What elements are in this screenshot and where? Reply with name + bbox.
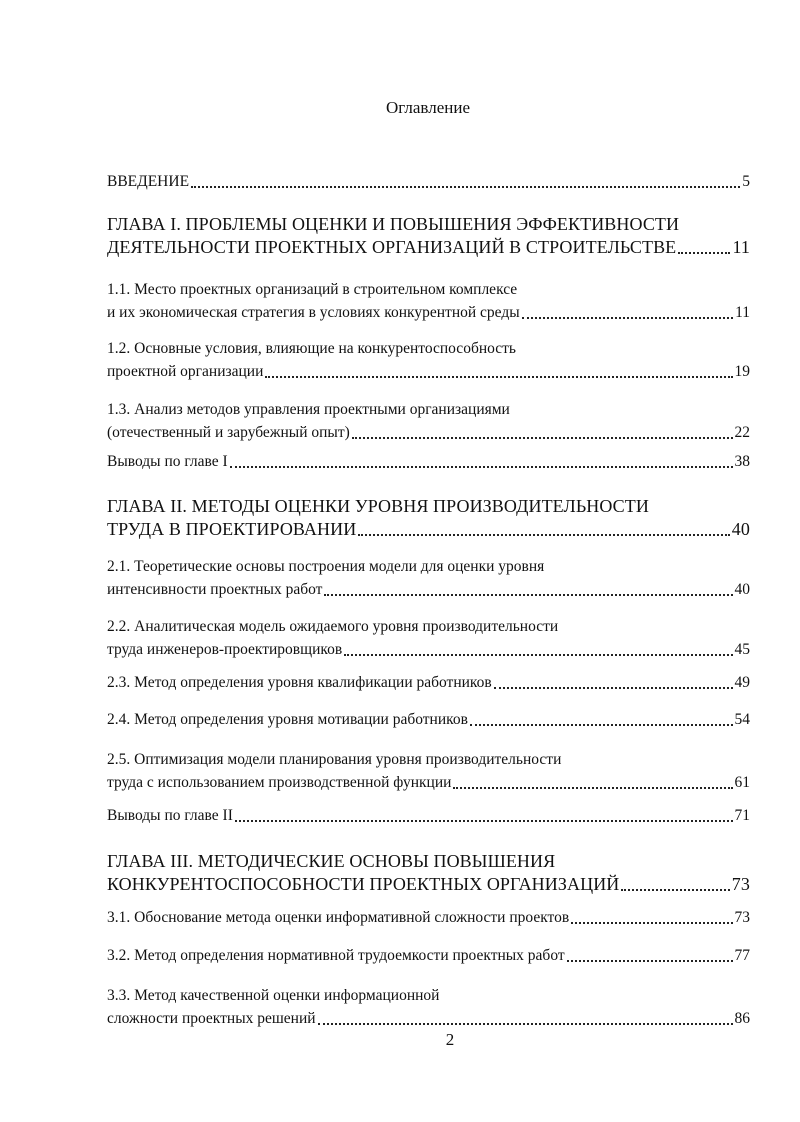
dot-leader [567,960,733,962]
toc-page-number: 73 [734,909,750,926]
toc-chapter-entry[interactable] [107,495,750,541]
toc-entry-leader-line [107,1007,750,1030]
dot-leader [235,820,733,822]
toc-entry[interactable] [107,398,750,444]
toc-page-number: 38 [734,453,750,470]
toc-page-number: 61 [734,774,750,791]
toc-entry[interactable] [107,708,750,731]
toc-entry-text: ВВЕДЕНИЕ [107,173,190,190]
toc-entry[interactable] [107,906,750,929]
dot-leader [344,654,732,656]
toc-entry[interactable] [107,170,750,193]
toc-page-number: 77 [734,947,750,964]
toc-entry[interactable] [107,278,750,324]
dot-leader [352,437,733,439]
toc-entry-leader-line [107,906,750,929]
toc-page-number: 22 [734,424,750,441]
toc-chapter-entry[interactable] [107,850,750,896]
toc-entry-text: и их экономическая стратегия в условиях конкурентной среды [107,304,520,321]
dot-leader [358,534,730,536]
toc-page-number: 19 [734,363,750,380]
toc-entry[interactable] [107,944,750,967]
toc-entry-leader-line [107,301,750,324]
toc-page-number: 49 [734,674,750,691]
toc-entry-text: КОНКУРЕНТОСПОСОБНОСТИ ПРОЕКТНЫХ ОРГАНИЗАЦИЙ [107,874,620,894]
toc-page-number: 71 [734,807,750,824]
toc-entry-line: ГЛАВА I. ПРОБЛЕМЫ ОЦЕНКИ И ПОВЫШЕНИЯ ЭФФЕКТИВНОСТИ [107,214,680,234]
toc-entry-text: 2.4. Метод определения уровня мотивации работников [107,711,468,728]
toc-page-number: 45 [734,641,750,658]
toc-page-number: 5 [742,173,750,190]
dot-leader [678,252,730,254]
dot-leader [191,186,740,188]
toc-entry-leader-line [107,638,750,661]
dot-leader [494,687,733,689]
page-title: Оглавление [386,98,470,117]
dot-leader [230,466,733,468]
toc-entry-leader-line [107,708,750,731]
toc-entry-text: 2.3. Метод определения уровня квалификации работников [107,674,492,691]
toc-entry-line: 1.2. Основные условия, влияющие на конкурентоспособность [107,340,516,357]
toc-entry-leader-line [107,771,750,794]
toc-entry[interactable] [107,671,750,694]
toc-entry-text: Выводы по главе II [107,807,233,824]
dot-leader [621,889,729,891]
toc-page-number: 73 [731,874,750,894]
toc-entry-line: 2.1. Теоретические основы построения модели для оценки уровня [107,558,545,575]
toc-entry-line: 2.5. Оптимизация модели планирования уровня производительности [107,751,562,768]
toc-entry-text: ТРУДА В ПРОЕКТИРОВАНИИ [107,519,357,539]
toc-page-number: 40 [734,581,750,598]
toc-entry-leader-line [107,671,750,694]
toc-entry-line: 2.2. Аналитическая модель ожидаемого уровня производительности [107,618,559,635]
toc-entry-text: ДЕЯТЕЛЬНОСТИ ПРОЕКТНЫХ ОРГАНИЗАЦИЙ В СТРОИТЕЛЬСТВЕ [107,237,677,257]
toc-entry[interactable] [107,450,750,473]
toc-entry-leader-line [107,873,750,896]
toc-entry-line: 3.3. Метод качественной оценки информационной [107,987,440,1004]
toc-entry-leader-line [107,450,750,473]
toc-entry[interactable] [107,804,750,827]
toc-page-number: 86 [734,1010,750,1027]
toc-entry-text: труда с использованием производственной функции [107,774,452,791]
toc-entry-text: сложности проектных решений [107,1010,316,1027]
dot-leader [324,594,732,596]
toc-entry-text: проектной организации [107,363,264,380]
toc-entry-leader-line [107,944,750,967]
toc-entry-text: труда инженеров-проектировщиков [107,641,343,658]
toc-entry[interactable] [107,615,750,661]
toc-chapter-entry[interactable] [107,213,750,259]
toc-page-number: 11 [732,237,750,257]
toc-entry-leader-line [107,360,750,383]
toc-entry[interactable] [107,555,750,601]
toc-entry-line: ГЛАВА II. МЕТОДЫ ОЦЕНКИ УРОВНЯ ПРОИЗВОДИТЕЛЬНОСТИ [107,496,649,516]
toc-entry-leader-line [107,421,750,444]
toc-entry-leader-line [107,170,750,193]
page-number: 2 [445,1030,455,1049]
toc-entry-text: Выводы по главе I [107,453,228,470]
toc-page-number: 40 [731,519,750,539]
dot-leader [470,724,733,726]
toc-entry-leader-line [107,578,750,601]
toc-entry[interactable] [107,748,750,794]
toc-entry-text: интенсивности проектных работ [107,581,323,598]
toc-page-number: 54 [734,711,750,728]
dot-leader [453,787,732,789]
dot-leader [522,317,733,319]
dot-leader [571,922,732,924]
toc-entry-line: 1.1. Место проектных организаций в строительном комплексе [107,281,518,298]
toc-entry-leader-line [107,518,750,541]
toc-entry[interactable] [107,984,750,1030]
toc-entry-text: 3.2. Метод определения нормативной трудоемкости проектных работ [107,947,565,964]
toc-entry-leader-line [107,804,750,827]
toc-entry-text: 3.1. Обоснование метода оценки информативной сложности проектов [107,909,570,926]
toc-entry[interactable] [107,337,750,383]
toc-page-number: 11 [735,304,750,321]
dot-leader [265,376,732,378]
toc-entry-text: (отечественный и зарубежный опыт) [107,424,350,441]
dot-leader [318,1023,733,1025]
toc-entry-line: ГЛАВА III. МЕТОДИЧЕСКИЕ ОСНОВЫ ПОВЫШЕНИЯ [107,851,556,871]
toc-entry-line: 1.3. Анализ методов управления проектными организациями [107,401,510,418]
toc-entry-leader-line [107,236,750,259]
